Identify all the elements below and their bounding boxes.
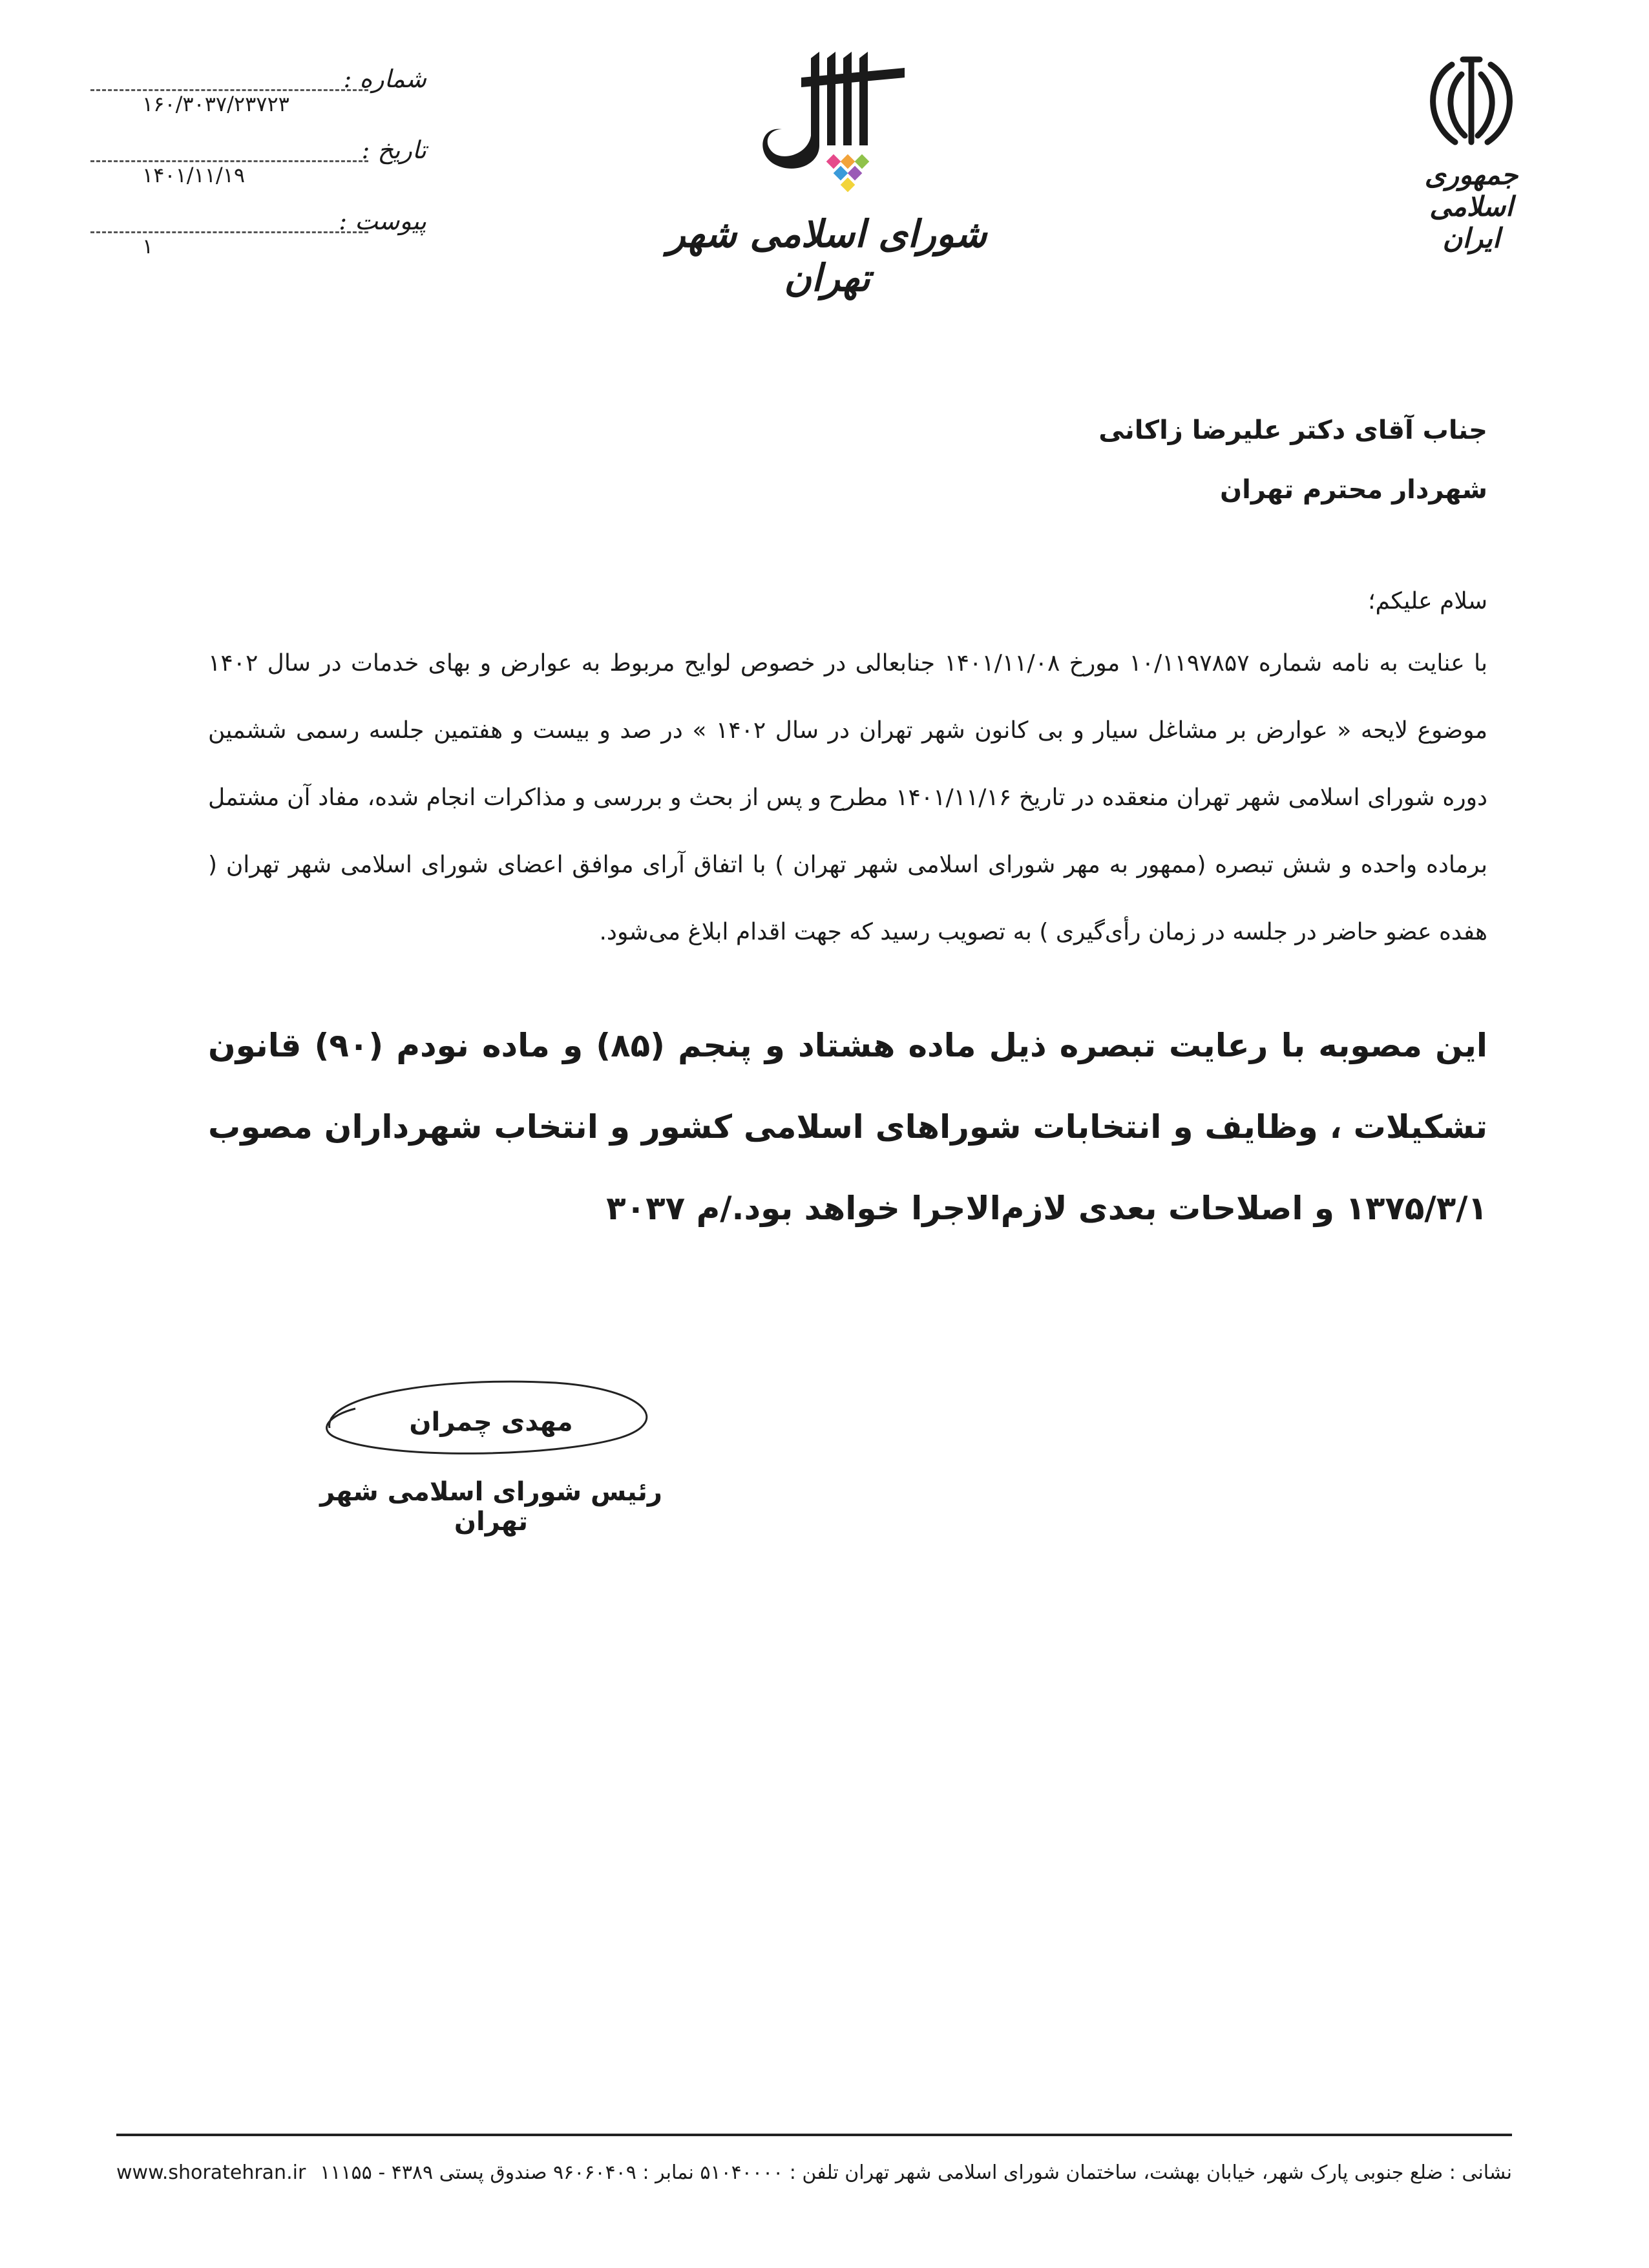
letter-body: با عنایت به نامه شماره ۱۰/۱۱۹۷۸۵۷ مورخ ۱۴۰۱/۱۱/۰۸ جنابعالی در خصوص لوایح مربوط به عوارض و بهای خدمات در سال ۱۴۰۲ موضوع لایحه « عوارض بر مشاغل سیار و بی کانون شهر تهران در سال ۱۴۰۲ » در صد و بیست و هفتمین جلسه رسمی ششمین دوره شورای اسلامی شهر تهران منعقده در تاریخ ۱۴۰۱/۱۱/۱۶ مطرح و پس از بحث و بررسی و مذاکرات انجام شده، مفاد آن مشتمل برماده واحده و شش تبصره (ممهور به مهر شورای اسلامی شهر تهران ) با اتفاق آرای موافق اعضای شورای اسلامی شهر تهران ( هفده عضو حاضر در جلسه در زمان رأی‌گیری ) به تصویب رسید که جهت اقدام ابلاغ می‌شود. — [208, 650, 1487, 945]
logo-dot — [848, 166, 863, 181]
reference-date-row — [90, 136, 426, 207]
logo-dot — [855, 154, 870, 169]
number-label: شماره : — [343, 65, 426, 93]
addressee-name: جناب آقای دکتر علیرضا زاکانی — [1098, 415, 1487, 445]
signatory-title: رئیس شورای اسلامی شهر تهران — [320, 1477, 662, 1537]
dotted-line — [90, 160, 368, 162]
council-logo — [659, 32, 995, 300]
attachment-label: پیوست : — [339, 207, 426, 235]
date-label: تاریخ : — [361, 136, 426, 164]
iran-emblem — [1397, 45, 1546, 254]
addressee-title: شهردار محترم تهران — [1219, 475, 1487, 505]
reference-block — [90, 65, 426, 278]
reference-attachment-row — [90, 207, 426, 278]
addressee — [712, 401, 1487, 520]
logo-dot — [826, 154, 841, 169]
dotted-line — [90, 231, 368, 233]
footer-divider — [116, 2134, 1512, 2136]
iran-emblem-icon — [1416, 45, 1526, 155]
letter-emphasis: این مصوبه با رعایت تبصره ذیل ماده هشتاد و پنجم (۸۵) و ماده نودم (۹۰) قانون تشکیلات ، وظایف و انتخابات شوراهای اسلامی کشور و انتخاب شهرداران مصوب ۱۳۷۵/۳/۱ و اصلاحات بعدی لازم‌الاجرا خواهد بود./م ۳۰۳۷ — [208, 1027, 1488, 1227]
logo-dot — [841, 178, 856, 193]
signatory-name: مهدی چمران — [409, 1407, 573, 1437]
council-caption: شورای اسلامی شهر تهران — [667, 212, 987, 300]
emblem-caption: جمهوری اسلامی ایران — [1424, 159, 1518, 254]
number-value: ۱۶۰/۳۰۳۷/۲۳۷۲۳ — [142, 92, 289, 116]
attachment-value: ۱ — [142, 234, 154, 258]
dotted-line — [90, 89, 368, 91]
greeting: سلام علیکم؛ — [1368, 588, 1487, 614]
reference-number-row — [90, 65, 426, 136]
footer-address: نشانی : ضلع جنوبی پارک شهر، خیابان بهشت، ساختمان شورای اسلامی شهر تهران تلفن : ۵۱۰۴۰۰۰۰ نمابر : ۹۶۰۶۰۴۰۹ صندوق پستی ۴۳۸۹ - ۱۱۱۵۵ — [320, 2161, 1512, 2184]
council-logo-icon — [737, 32, 918, 200]
footer-website: www.shoratehran.ir — [116, 2161, 306, 2184]
logo-dot — [841, 154, 856, 169]
footer — [116, 2161, 1512, 2194]
date-value: ۱۴۰۱/۱۱/۱۹ — [142, 163, 246, 187]
logo-dot — [834, 166, 848, 181]
signature-block — [297, 1370, 685, 1537]
